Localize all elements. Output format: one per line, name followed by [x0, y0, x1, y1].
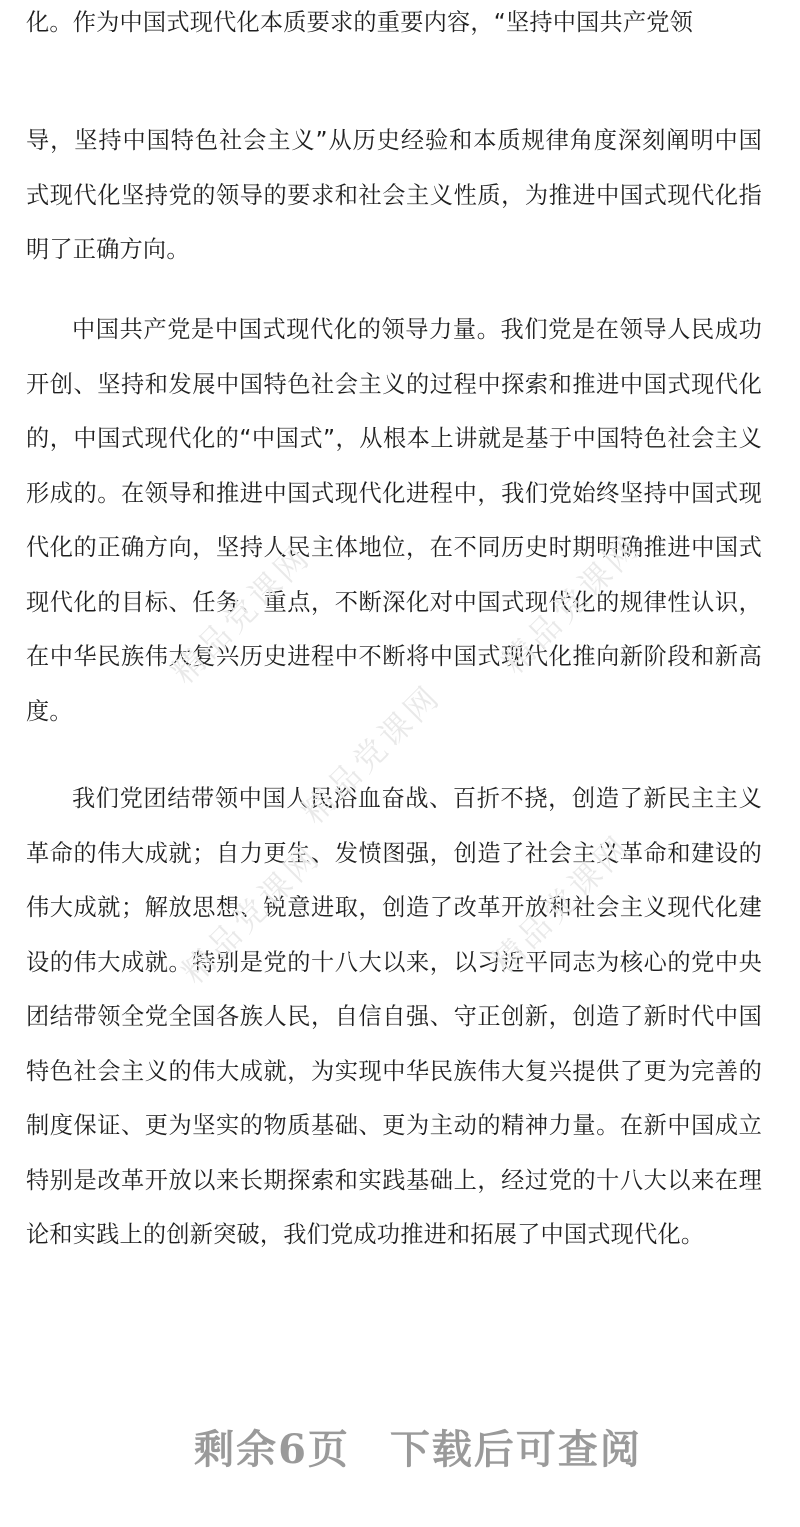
watermark: 精品党课网	[494, 526, 649, 682]
watermark: 精品党课网	[294, 676, 449, 832]
paragraph-1-first-line: 化。作为中国式现代化本质要求的重要内容，“坚持中国共产党领	[26, 9, 694, 36]
paragraph-3: 我们党团结带领中国人民浴血奋战、百折不挠，创造了新民主主义革命的伟大成就；自力更生、发愤图强，创造了社会主义革命和建设的伟大成就；解放思想、锐意进取，创造了改革开放和社会主义现代化建设的伟大成就。特别是党的十八大以来，以习近平同志为核心的党中央团结带领全党全国各族人民，自信自强、守正创新，创造了新时代中国特色社会主义的伟大成就，为实现中华民族伟大复兴提供了更为完善的制度保证、更为坚实的物质基础、更为主动的精神力量。在新中国成立特别是改革开放以来长期探索和实践基础上，经过党的十八大以来在理论和实践上的创新突破，我们党成功推进和拓展了中国式现代化。	[26, 785, 762, 1248]
watermark: 精品党课网	[164, 536, 319, 692]
paragraph-1-continued: 导，坚持中国特色社会主义”从历史经验和本质规律角度深刻阐明中国式现代化坚持党的领导的要求和社会主义性质，为推进中国式现代化指明了正确方向。	[26, 127, 762, 263]
watermark: 精品党课网	[174, 836, 329, 992]
remaining-pages-count: 剩余6页	[194, 1426, 350, 1473]
watermark: 精品党课网	[484, 826, 639, 982]
remaining-pages-notice[interactable]	[0, 1418, 800, 1475]
paragraph-2: 中国共产党是中国式现代化的领导力量。我们党是在领导人民成功开创、坚持和发展中国特色社会主义的过程中探索和推进中国式现代化的，中国式现代化的“中国式”，从根本上讲就是基于中国特色社会主义形成的。在领导和推进中国式现代化进程中，我们党始终坚持中国式现代化的正确方向，坚持人民主体地位，在不同历史时期明确推进中国式现代化的目标、任务、重点，不断深化对中国式现代化的规律性认识，在中华民族伟大复兴历史进程中不断将中国式现代化推向新阶段和新高度。	[26, 316, 762, 725]
download-hint: 下载后可查阅	[389, 1426, 642, 1473]
